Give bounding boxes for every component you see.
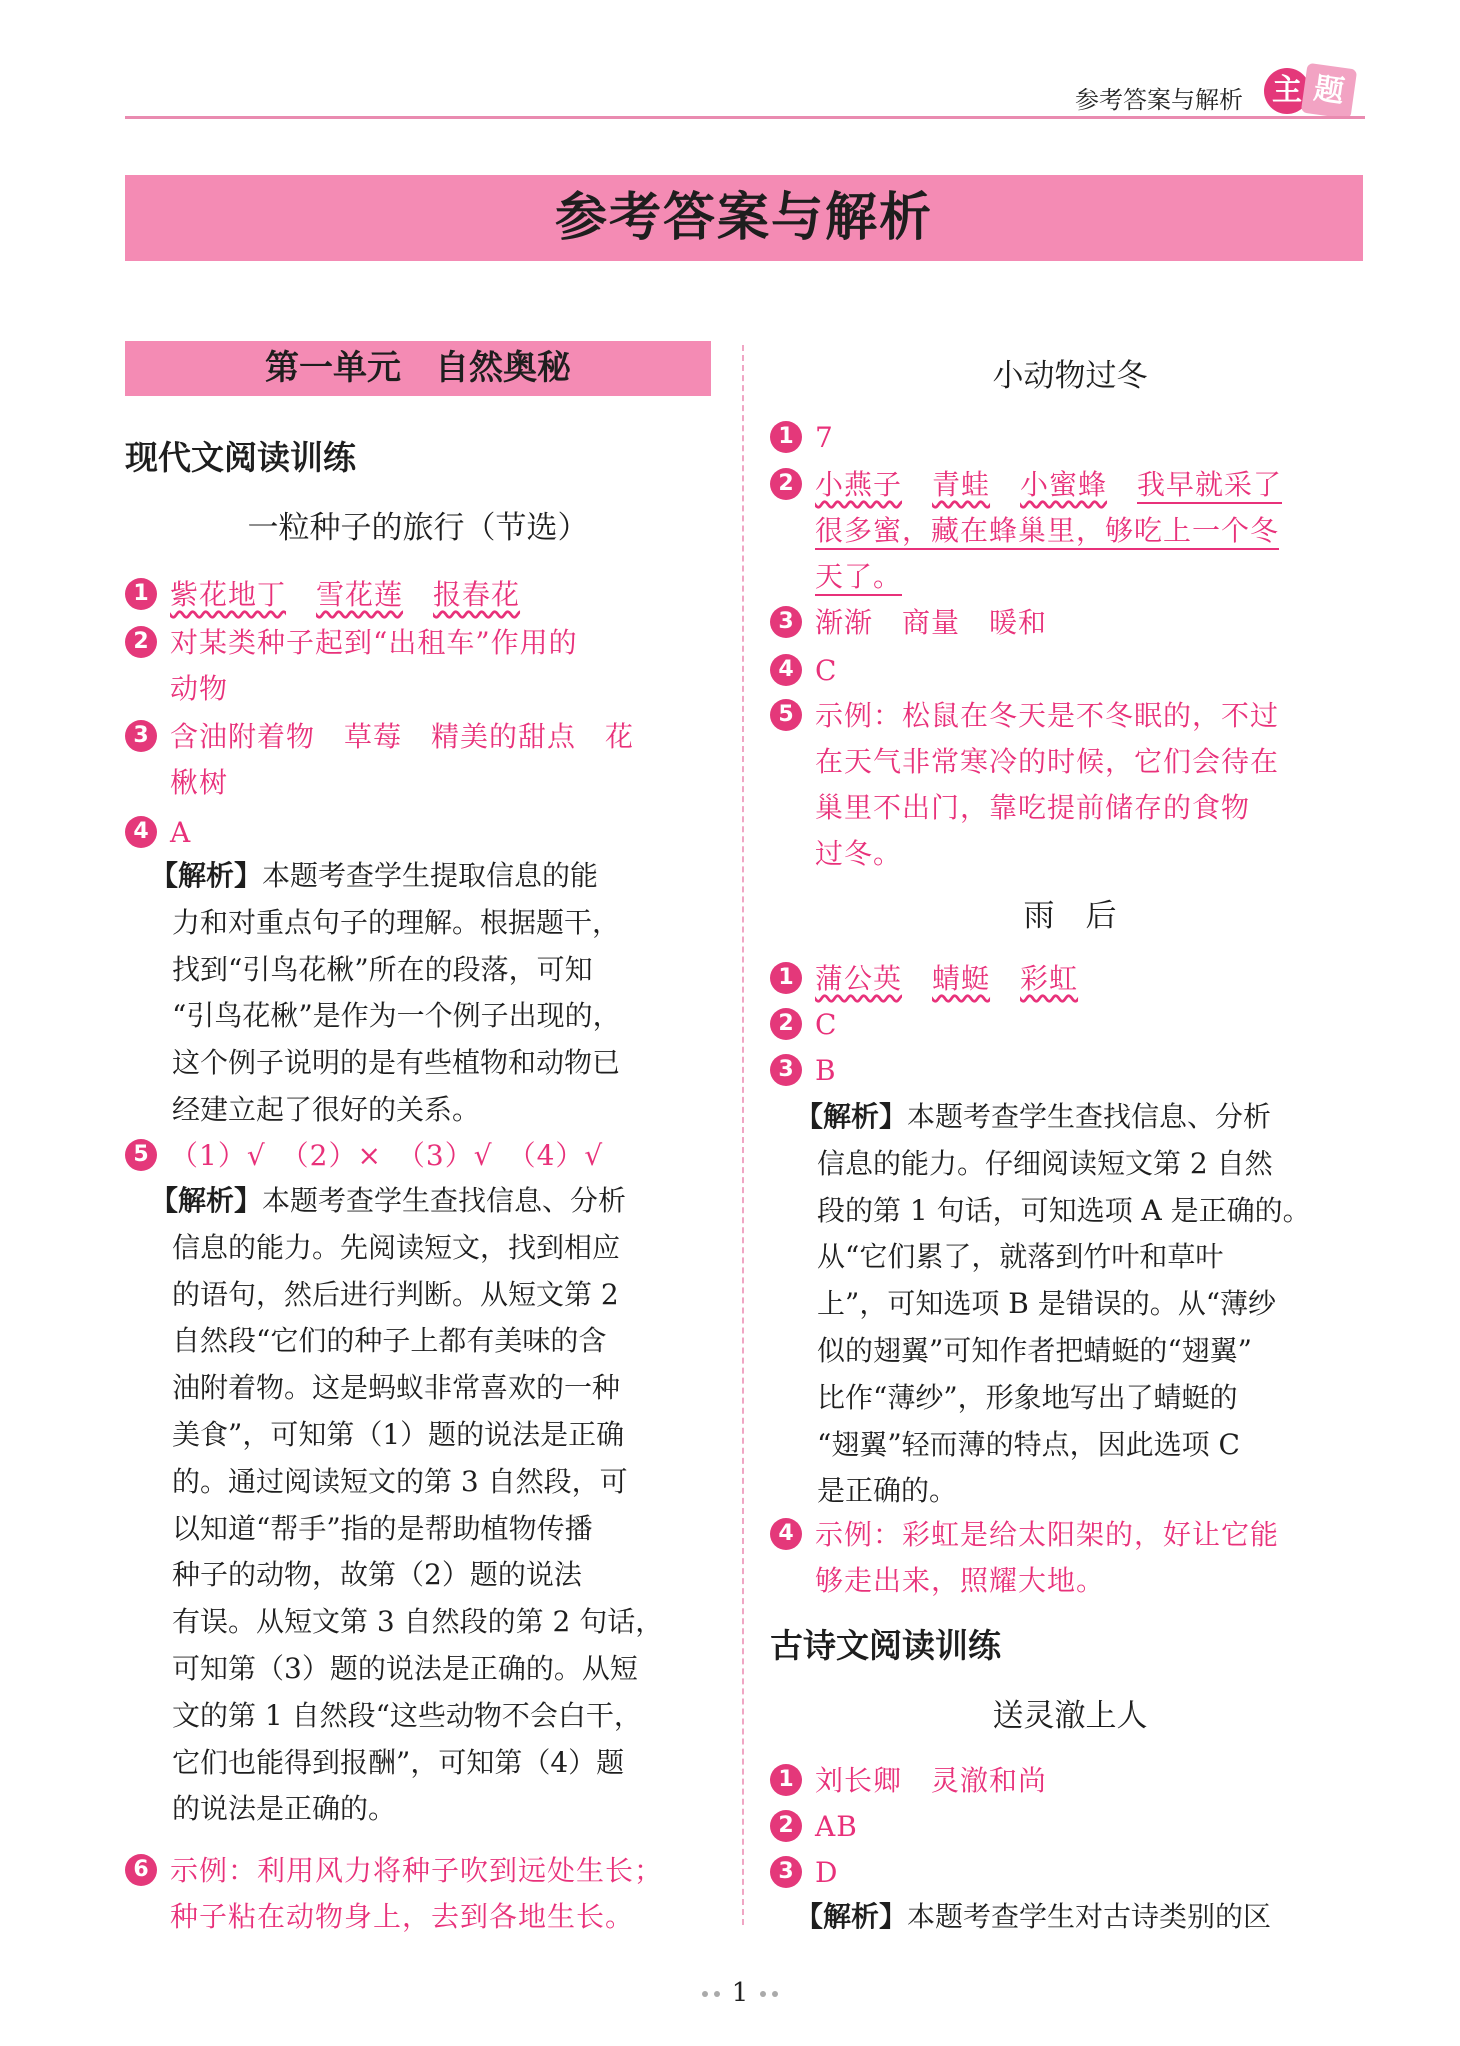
answer-item (770, 1512, 1370, 1606)
answer-item (770, 600, 1360, 646)
explanation-line: 本题考查学生查找信息、分析 (907, 1100, 1272, 1133)
explanation-block (795, 1094, 1360, 1515)
question-number: 3 (770, 1856, 802, 1888)
explanation-line: 信息的能力。仔细阅读短文第 2 自然 (817, 1146, 1273, 1180)
section-heading-poem: 古诗文阅读训练 (770, 1626, 1001, 1665)
explanation-line: 它们也能得到报酬”，可知第（4）题 (172, 1745, 625, 1779)
explanation-tag: 【解析】 (795, 1100, 908, 1133)
answer-item (125, 1848, 715, 1942)
explanation-line: 似的翅翼”可知作者把蜻蜓的“翅翼” (817, 1333, 1252, 1367)
explanation-line: 种子的动物，故第（2）题的说法 (172, 1558, 582, 1592)
explanation-line: 美食”，可知第（1）题的说法是正确 (172, 1417, 625, 1451)
answer-text (170, 620, 578, 712)
answer-item (770, 956, 1360, 1002)
question-number: 6 (125, 1854, 157, 1886)
question-number: 1 (125, 578, 157, 610)
answer-part: 蒲公英 (815, 962, 903, 995)
section-heading-modern: 现代文阅读训练 (125, 438, 356, 477)
question-number: 3 (770, 606, 802, 638)
answer-line: 动物 (170, 672, 229, 705)
explanation-line: 是正确的。 (817, 1474, 958, 1508)
answer-line: 在天气非常寒冷的时候，它们会待在 (815, 745, 1280, 778)
answer-text: （1）√ （2）× （3）√ （4）√ (170, 1139, 604, 1172)
explanation-tag: 【解析】 (795, 1900, 908, 1933)
explanation-line: 文的第 1 自然段“这些动物不会白干， (172, 1698, 642, 1732)
explanation-line: 以知道“帮手”指的是帮助植物传播 (172, 1511, 593, 1545)
answer-item (770, 1850, 1360, 1896)
explanation-tag: 【解析】 (150, 1184, 263, 1217)
question-number: 2 (770, 468, 802, 500)
answer-item (125, 572, 715, 622)
explanation-tag: 【解析】 (150, 859, 263, 892)
answer-line: 天了。 (815, 560, 902, 596)
answer-item (770, 1048, 1360, 1094)
explanation-line: 比作“薄纱”，形象地写出了蜻蜓的 (817, 1380, 1238, 1414)
badge-char-1: 主 (1264, 68, 1310, 114)
explanation-block (150, 1178, 710, 1833)
main-title-banner (125, 175, 1363, 261)
answer-item (770, 693, 1370, 877)
explanation-line: 信息的能力。先阅读短文，找到相应 (172, 1230, 621, 1264)
decorative-dot (714, 1991, 720, 1997)
answer-line: 含油附着物 草莓 精美的甜点 花 (170, 720, 635, 753)
header-badge (1264, 66, 1360, 118)
explanation-line: “引鸟花楸”是作为一个例子出现的， (172, 999, 621, 1033)
answer-line: 示例：利用风力将种子吹到远处生长； (170, 1854, 664, 1887)
question-number: 5 (125, 1139, 157, 1171)
answer-item (770, 648, 1360, 694)
answer-line: 巢里不出门，靠吃提前储存的食物 (815, 791, 1251, 824)
answer-line: 楸树 (170, 766, 229, 799)
header-divider (125, 116, 1365, 119)
question-number: 1 (770, 962, 802, 994)
answer-text (815, 693, 1279, 877)
answer-part: 青蛙 (932, 468, 991, 501)
main-title: 参考答案与解析 (554, 188, 933, 248)
explanation-line: 力和对重点句子的理解。根据题干， (172, 905, 621, 939)
explanation-block (795, 1894, 1360, 1941)
answer-text (815, 462, 1282, 600)
answer-part: 我早就采了 (1137, 468, 1282, 504)
answer-text (815, 956, 1078, 1002)
answer-part: 紫花地丁 (170, 578, 287, 611)
page-number-text: 1 (731, 1978, 749, 2008)
answer-part: 报春花 (433, 578, 521, 611)
answer-part: 小蜜蜂 (1020, 468, 1108, 501)
answer-text: C (815, 654, 838, 687)
explanation-line: “翅翼”轻而薄的特点，因此选项 C (817, 1427, 1240, 1461)
answer-item (770, 1758, 1360, 1804)
answer-part: 雪花莲 (316, 578, 404, 611)
decorative-dot (772, 1991, 778, 1997)
answer-line: 种子粘在动物身上，去到各地生长。 (170, 1900, 635, 1933)
question-number: 2 (770, 1008, 802, 1040)
text-title-after-rain: 雨 后 (1023, 898, 1117, 934)
explanation-line: 可知第（3）题的说法是正确的。从短 (172, 1651, 638, 1685)
explanation-line: 的语句，然后进行判断。从短文第 2 (172, 1277, 619, 1311)
answer-text: C (815, 1008, 838, 1041)
explanation-line: 段的第 1 句话，可知选项 A 是正确的。 (817, 1193, 1311, 1227)
explanation-line: 本题考查学生查找信息、分析 (262, 1184, 627, 1217)
unit-title: 第一单元 自然奥秘 (265, 348, 571, 388)
question-number: 3 (770, 1054, 802, 1086)
answer-item (125, 714, 715, 808)
answer-text: 渐渐 商量 暖和 (815, 606, 1048, 639)
answer-text (815, 1512, 1279, 1604)
answer-text: AB (815, 1810, 858, 1843)
explanation-line: 这个例子说明的是有些植物和动物已 (172, 1046, 621, 1080)
question-number: 4 (770, 654, 802, 686)
explanation-line: 的说法是正确的。 (172, 1792, 397, 1826)
answer-line: 够走出来，照耀大地。 (815, 1564, 1106, 1597)
decorative-dot (702, 1991, 708, 1997)
answer-text: 刘长卿 灵澈和尚 (815, 1764, 1048, 1797)
page-number (680, 1978, 800, 2008)
answer-item (770, 415, 1360, 461)
explanation-line: 本题考查学生提取信息的能 (262, 859, 599, 892)
answer-part: 蜻蜓 (932, 962, 991, 995)
question-number: 4 (125, 816, 157, 848)
header-title: 参考答案与解析 (1075, 86, 1243, 114)
question-number: 4 (770, 1518, 802, 1550)
explanation-line: 的。通过阅读短文的第 3 自然段，可 (172, 1464, 628, 1498)
question-number: 2 (125, 626, 157, 658)
text-title-poem: 送灵澈上人 (992, 1698, 1148, 1734)
answer-item (125, 810, 715, 856)
answer-part: 小燕子 (815, 468, 903, 501)
answer-line: 示例：松鼠在冬天是不冬眠的，不过 (815, 699, 1280, 732)
explanation-line: 经建立起了很好的关系。 (172, 1092, 481, 1126)
explanation-line: 找到“引鸟花楸”所在的段落，可知 (172, 952, 593, 986)
answer-part: 彩虹 (1020, 962, 1079, 995)
answer-text: B (815, 1054, 837, 1087)
column-divider (742, 345, 744, 1925)
answer-line: 对某类种子起到“出租车”作用的 (170, 626, 578, 659)
explanation-block (150, 853, 710, 1134)
explanation-line: 本题考查学生对古诗类别的区 (907, 1900, 1272, 1933)
answer-line: 过冬。 (815, 837, 903, 870)
answer-item (125, 1133, 715, 1179)
answer-text: 7 (815, 421, 834, 454)
answer-item (770, 1804, 1360, 1850)
answer-line: 示例：彩虹是给太阳架的，好让它能 (815, 1518, 1280, 1551)
text-title-seed: 一粒种子的旅行（节选） (247, 510, 589, 546)
decorative-dot (760, 1991, 766, 1997)
explanation-line: 有误。从短文第 3 自然段的第 2 句话， (172, 1605, 664, 1639)
question-number: 2 (770, 1810, 802, 1842)
explanation-line: 自然段“它们的种子上都有美味的含 (172, 1324, 607, 1358)
question-number: 3 (125, 720, 157, 752)
explanation-line: 油附着物。这是蚂蚁非常喜欢的一种 (172, 1371, 621, 1405)
answer-item (770, 462, 1370, 602)
badge-char-2: 题 (1301, 63, 1357, 119)
answer-line: 很多蜜，藏在蜂巢里，够吃上一个冬 (815, 514, 1279, 550)
answer-text (170, 714, 634, 806)
explanation-line: 上”，可知选项 B 是错误的。从“薄纱 (817, 1287, 1277, 1321)
unit-banner (125, 341, 711, 396)
question-number: 1 (770, 421, 802, 453)
text-title-animals: 小动物过冬 (992, 358, 1148, 394)
explanation-line: 从“它们累了，就落到竹叶和草叶 (817, 1240, 1224, 1274)
answer-text: D (815, 1856, 839, 1889)
answer-text: A (170, 816, 192, 849)
answer-text (170, 1848, 663, 1940)
answer-item (770, 1002, 1360, 1048)
question-number: 1 (770, 1764, 802, 1796)
answer-item (125, 620, 715, 714)
answer-text (170, 572, 520, 618)
question-number: 5 (770, 699, 802, 731)
